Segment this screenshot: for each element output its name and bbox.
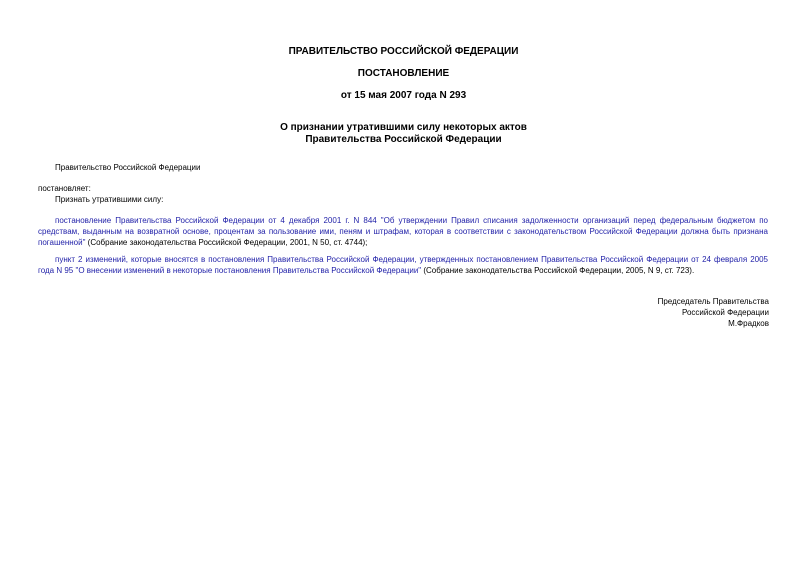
document-title-line-1: О признании утратившими силу некоторых актов [280,122,527,133]
document-type: ПОСТАНОВЛЕНИЕ [357,68,450,79]
repealed-item-1 [38,215,768,248]
intro-text: Правительство Российской Федерации [55,163,201,172]
repealed-item-2-link[interactable]: пункт 2 изменений, которые вносятся в постановления Правительства Российской Федерации, утвержденных постановлением Правительства Российской Федерации от 24 февраля 2005 года N 95 "О внесении изменений в некоторые постановления Правительства Российской Федерации" [38,255,768,275]
repealed-item-2-source: (Собрание законодательства Российской Федерации, 2005, N 9, ст. 723). [421,266,695,275]
government-heading: ПРАВИТЕЛЬСТВО РОССИЙСКОЙ ФЕДЕРАЦИИ [288,46,519,57]
signatory-name: М.Фрадков [728,319,769,328]
document-date-number: от 15 мая 2007 года N 293 [340,90,467,101]
document-title-line-2: Правительства Российской Федерации [305,134,502,145]
repealed-item-2 [38,254,768,276]
signature-position-line-2: Российской Федерации [682,308,769,317]
resolves-text: постановляет: [38,184,91,193]
repealed-item-1-source: (Собрание законодательства Российской Федерации, 2001, N 50, ст. 4744); [85,238,368,247]
recognize-text: Признать утратившими силу: [55,195,164,204]
signature-position-line-1: Председатель Правительства [657,297,769,306]
repealed-item-1-link[interactable]: постановление Правительства Российской Федерации от 4 декабря 2001 г. N 844 "Об утверждении Правил списания задолженности организаций перед федеральным бюджетом по средствам, выданным на возвратной основе, процентам за пользование ими, пеням и штрафам, которая в соответствии с законодательством Российской Федерации должна быть признана погашенной" [38,216,768,247]
